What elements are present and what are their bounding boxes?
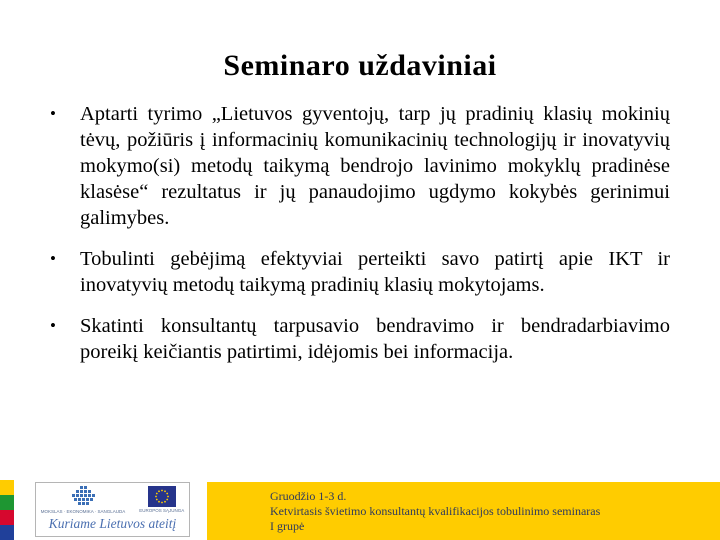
slide-title: Seminaro uždaviniai [223, 49, 497, 82]
bullet-item-1 [48, 101, 670, 231]
footer-banner [207, 482, 720, 540]
lithuanian-flag-strip [0, 480, 14, 540]
bullet-icon: • [50, 249, 56, 268]
bullet-text-1: Aptarti tyrimo „Lietuvos gyventojų, tarp jų pradinių klasių mokinių tėvų, požiūris į informacinių komunikacinių technologijų ir inovatyvių mokymo(si) metodų taikymą bendrojo lavinimo mokyklų pradinėse klasėse“ rezultatus ir jų panaudojimo ugdymo kokybės gerinimui galimybes. [80, 103, 670, 229]
flag-stripe-blue [0, 525, 14, 540]
banner-group: I grupė [270, 519, 305, 533]
eu-flag-caption: EUROPOS SĄJUNGA [139, 508, 185, 513]
structural-funds-logo [41, 486, 126, 514]
flag-stripe-green [0, 495, 14, 510]
logo-slogan: Kuriame Lietuvos ateitį [48, 516, 177, 531]
banner-seminar-title: Ketvirtasis švietimo konsultantų kvalifikacijos tobulinimo seminaras [270, 504, 601, 518]
flag-stripe-red [0, 510, 14, 525]
logo-row [41, 486, 185, 514]
banner-date: Gruodžio 1-3 d. [270, 489, 347, 503]
lithuania-map-icon [68, 486, 98, 508]
eu-funds-logo-box [35, 482, 190, 537]
flag-stripe-yellow [0, 480, 14, 495]
bullet-text-3: Skatinti konsultantų tarpusavio bendravimo ir bendradarbiavimo poreikį keičiantis patirtimi, idėjomis bei informacija. [80, 315, 670, 363]
bullet-text-2: Tobulinti gebėjimą efektyviai perteikti savo patirtį apie IKT ir inovatyvių metodų taikymą pradinių klasių mokytojams. [80, 248, 670, 296]
bullet-icon: • [50, 316, 56, 335]
eu-flag-icon [148, 486, 176, 507]
bullet-item-2 [48, 246, 670, 298]
bullet-icon: • [50, 104, 56, 123]
eu-flag-logo [139, 486, 184, 513]
structural-funds-caption: MOKSLAS · EKONOMIKA · SANGLAUDA [40, 509, 126, 514]
bullet-list [0, 101, 720, 365]
bullet-item-3 [48, 313, 670, 365]
